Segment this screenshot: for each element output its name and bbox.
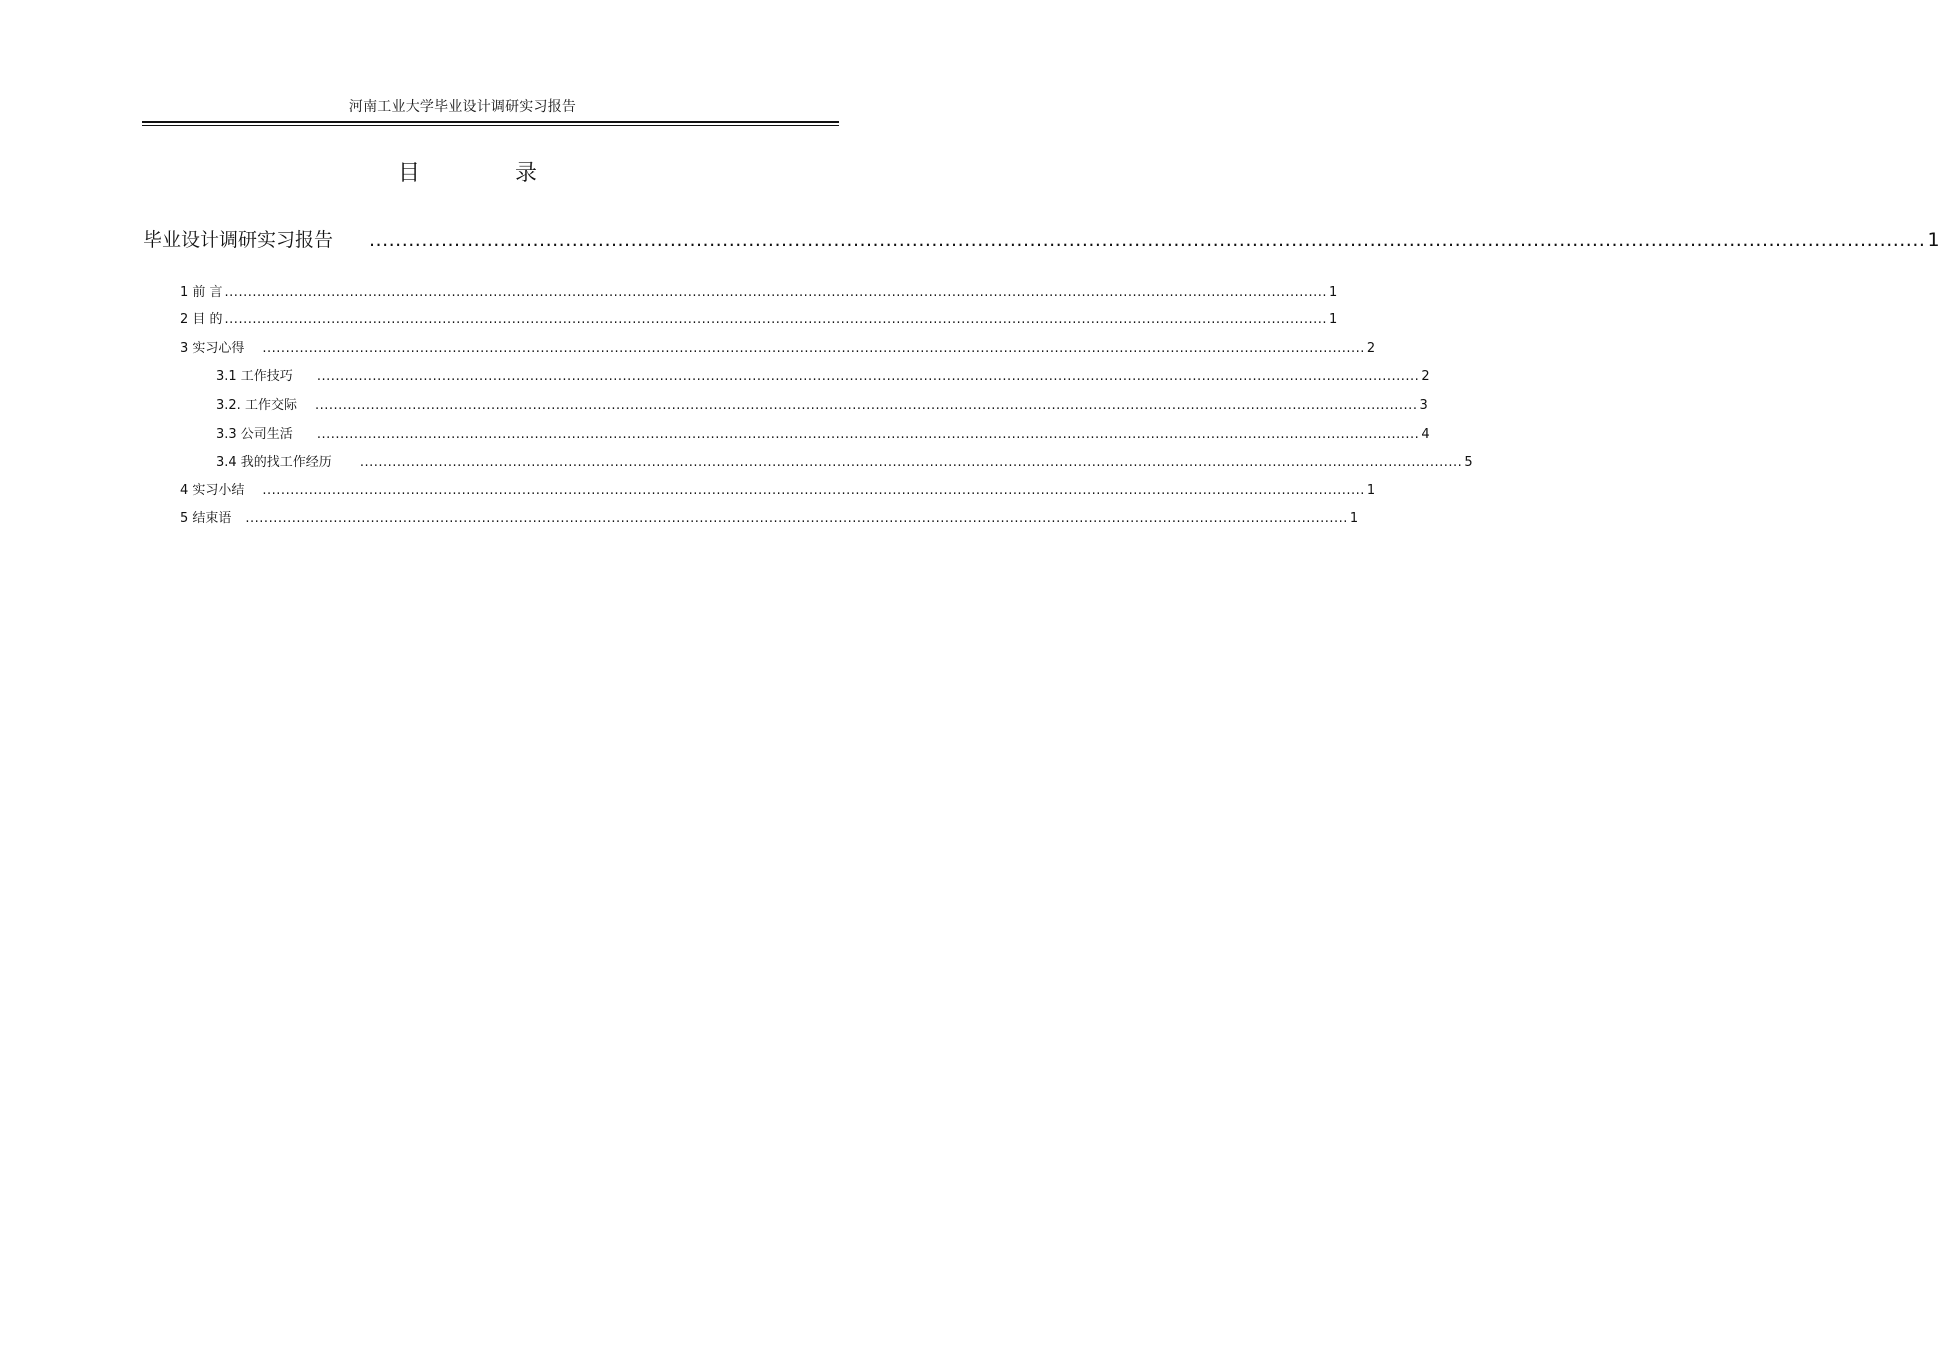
toc-entry-main[interactable] — [143, 225, 1940, 252]
toc-page-number: 1 — [1329, 285, 1338, 300]
toc-leader-dots: .............................................................................................................................................................................................................................................. — [245, 511, 1348, 526]
toc-leader-dots: .............................................................................................................................................................................................................................................. — [262, 483, 1365, 498]
toc-page-number: 2 — [1421, 369, 1430, 384]
toc-leader-dots: .............................................................................................................................................................................................................................................. — [359, 455, 1463, 470]
toc-entry-label: 3.1 工作技巧 — [216, 369, 293, 384]
toc-entry-label: 5 结束语 — [180, 511, 232, 526]
toc-entry-conclusion[interactable] — [180, 507, 1359, 526]
toc-entry-company-life[interactable] — [216, 423, 1430, 442]
toc-entry-label: 1 前 言 — [180, 285, 223, 300]
toc-entry-work-communication[interactable] — [216, 394, 1428, 413]
toc-page-number: 1 — [1329, 312, 1338, 327]
toc-page-number: 5 — [1464, 455, 1473, 470]
toc-entry-label: 毕业设计调研实习报告 — [143, 229, 334, 251]
toc-entry-label: 3.3 公司生活 — [216, 427, 293, 442]
toc-leader-dots: .............................................................................................................................................................................................................................................. — [316, 427, 1420, 442]
toc-leader-dots: .............................................................................................................................................................................................................................................. — [369, 229, 1926, 251]
toc-entry-internship-insights[interactable] — [180, 337, 1376, 356]
toc-page-number: 2 — [1366, 341, 1376, 356]
toc-leader-dots: .............................................................................................................................................................................................................................................. — [224, 285, 1328, 300]
toc-page-number: 1 — [1349, 511, 1359, 526]
toc-entry-preface[interactable] — [180, 281, 1338, 300]
toc-entry-label: 4 实习小结 — [180, 483, 245, 498]
toc-entry-label: 2 目 的 — [180, 312, 223, 327]
running-header: 河南工业大学毕业设计调研实习报告 — [348, 99, 577, 115]
toc-leader-dots: .............................................................................................................................................................................................................................................. — [224, 312, 1328, 327]
toc-entry-internship-summary[interactable] — [180, 479, 1376, 498]
toc-entry-purpose[interactable] — [180, 308, 1338, 327]
toc-entry-label: 3.4 我的找工作经历 — [216, 455, 332, 470]
header-rule-thick — [142, 121, 839, 123]
toc-title: 目 录 — [398, 161, 581, 186]
toc-entry-label: 3.2. 工作交际 — [216, 398, 297, 413]
toc-entry-work-skills[interactable] — [216, 365, 1430, 384]
toc-entry-job-hunting[interactable] — [216, 451, 1473, 470]
toc-page-number: 3 — [1419, 398, 1428, 413]
toc-leader-dots: .............................................................................................................................................................................................................................................. — [314, 398, 1418, 413]
toc-page-number: 1 — [1366, 483, 1376, 498]
toc-page-number: 1 — [1927, 229, 1940, 251]
toc-leader-dots: .............................................................................................................................................................................................................................................. — [316, 369, 1420, 384]
toc-page-number: 4 — [1421, 427, 1430, 442]
header-rule-thin — [142, 125, 839, 126]
toc-entry-label: 3 实习心得 — [180, 341, 245, 356]
toc-leader-dots: .............................................................................................................................................................................................................................................. — [262, 341, 1365, 356]
